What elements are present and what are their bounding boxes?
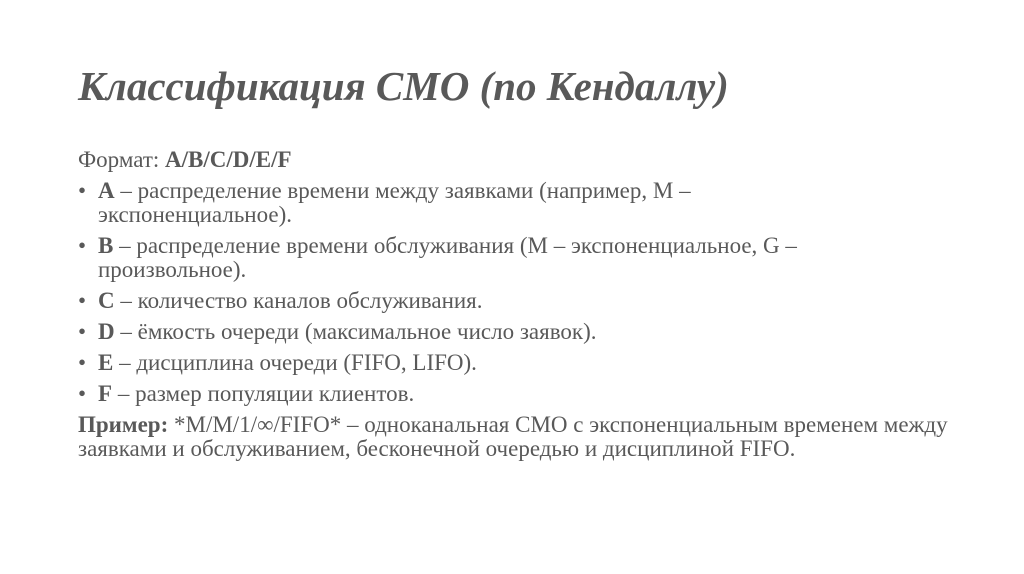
item-text: – распределение времени обслуживания (M – экспоненциальное, G – произвольное). — [98, 233, 797, 282]
list-item-b — [78, 234, 858, 282]
item-letter: B — [98, 233, 114, 258]
list-item-c — [78, 289, 858, 313]
list-item-a — [78, 179, 858, 227]
item-letter: F — [98, 381, 113, 406]
list-item-f — [78, 382, 858, 406]
item-letter: D — [98, 319, 115, 344]
item-letter: C — [98, 288, 115, 313]
item-text: – ёмкость очереди (максимальное число заявок). — [114, 319, 597, 344]
classification-list — [78, 179, 978, 406]
bullet-icon: • — [78, 178, 87, 203]
format-line — [78, 148, 978, 172]
item-text: – количество каналов обслуживания. — [114, 288, 483, 313]
list-item-e — [78, 351, 858, 375]
item-text: – дисциплина очереди (FIFO, LIFO). — [113, 350, 477, 375]
list-item-d — [78, 320, 858, 344]
item-text: – размер популяции клиентов. — [112, 381, 415, 406]
format-value: A/B/C/D/E/F — [165, 147, 292, 172]
format-label: Формат: — [78, 147, 166, 172]
item-letter: E — [98, 350, 114, 375]
bullet-icon: • — [78, 319, 87, 344]
example-label: Пример: — [78, 412, 169, 437]
example-text: *M/M/1/∞/FIFO* – одноканальная СМО с экспоненциальным временем между заявками и обслуживанием, бесконечной очередью и дисциплиной FIFO. — [78, 412, 948, 461]
bullet-icon: • — [78, 233, 87, 258]
example-paragraph — [78, 413, 958, 461]
slide-title: Классификация СМО (по Кендаллу) — [78, 63, 729, 109]
bullet-icon: • — [78, 350, 87, 375]
bullet-icon: • — [78, 381, 87, 406]
item-letter: A — [98, 178, 115, 203]
bullet-icon: • — [78, 288, 87, 313]
slide-content — [78, 148, 978, 461]
item-text: – распределение времени между заявками (например, M – экспоненциальное). — [98, 178, 691, 227]
